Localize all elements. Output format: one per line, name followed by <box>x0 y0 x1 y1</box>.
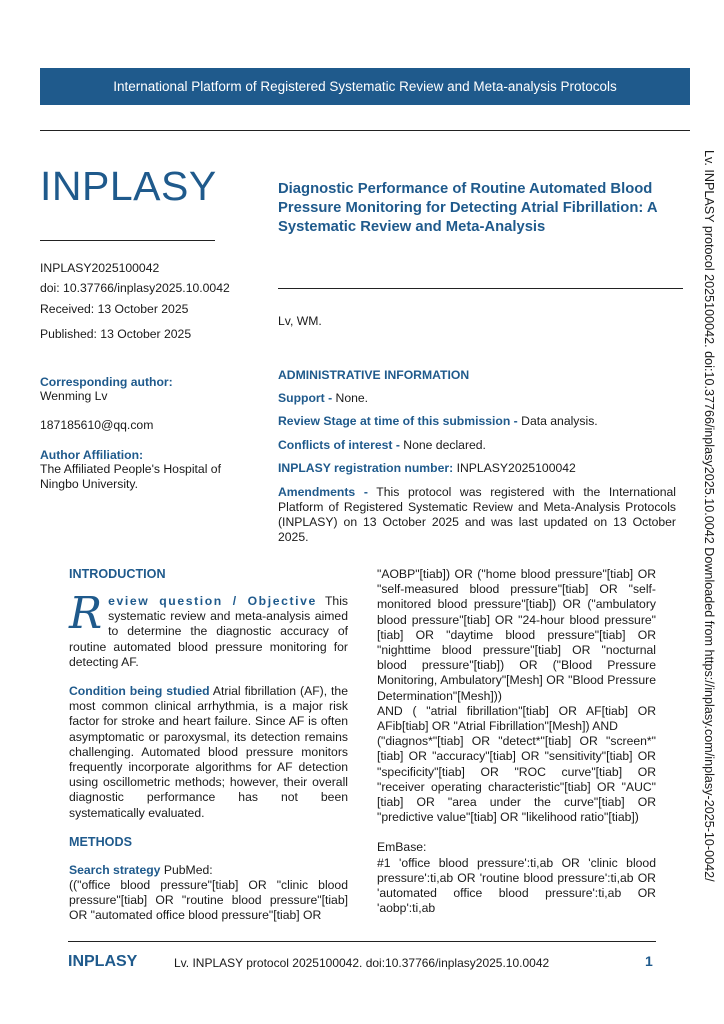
journal-banner: International Platform of Registered Systematic Review and Meta-analysis Protocols <box>40 68 690 105</box>
drop-cap: R <box>69 588 103 639</box>
review-question-label: eview question / Objective <box>108 594 317 608</box>
affiliation-text: The Affiliated People's Hospital of Ningbo University. <box>40 462 221 491</box>
pubmed-query-and-af: AND ( "atrial fibrillation"[tiab] OR AF[tiab] OR AFib[tiab] OR "Atrial Fibrillation"[Mesh]) AND <box>377 703 656 734</box>
side-citation-text: Lv. INPLASY protocol 2025100042. doi:10.37766/inplasy2025.10.0042 Downloaded from https://inplasy.com/inplasy-2025-10-0042/ <box>702 150 716 882</box>
header-divider <box>40 130 690 131</box>
left-column <box>69 567 348 924</box>
title-divider <box>278 288 683 289</box>
condition-text: Atrial fibrillation (AF), the most common clinical arrhythmia, is a major risk factor for stroke and heart failure. Since AF is often asymptomatic or paroxysmal, its detection remains challenging. Automated blood pressure monitors frequently incorporate algorithms for AF detection using oscillometric methods; however, their overall diagnostic performance has not been systematically evaluated. <box>69 684 348 820</box>
registration-id: INPLASY2025100042 <box>40 261 160 275</box>
admin-heading: ADMINISTRATIVE INFORMATION <box>278 368 470 382</box>
embase-query: #1 'office blood pressure':ti,ab OR 'clinic blood pressure':ti,ab OR 'routine blood pressure':ti,ab OR 'automated office blood pressure':ti,ab OR 'aobp':ti,ab <box>377 855 656 916</box>
methods-heading: METHODS <box>69 834 132 849</box>
published-date: Published: 13 October 2025 <box>40 327 192 341</box>
doi-link[interactable]: doi: 10.37766/inplasy2025.10.0042 <box>40 281 230 295</box>
review-stage-label: Review Stage at time of this submission - <box>278 414 518 428</box>
condition-paragraph <box>69 684 348 821</box>
corresponding-author-label: Corresponding author: <box>40 375 173 389</box>
received-date: Received: 13 October 2025 <box>40 302 189 316</box>
amendments-label: Amendments - <box>278 485 368 499</box>
review-stage-line <box>278 414 676 429</box>
registration-number-label: INPLASY registration number: <box>278 461 454 475</box>
registration-number-line <box>278 461 676 476</box>
pubmed-query-left: (("office blood pressure"[tiab] OR "clinic blood pressure"[tiab] OR "routine blood pressure"[tiab] OR "automated office blood pressure"[tiab] OR <box>69 878 348 923</box>
search-strategy-label: Search strategy <box>69 862 161 877</box>
amendments-paragraph <box>278 485 676 545</box>
corresponding-author-name: Wenming Lv <box>40 389 108 403</box>
search-strategy-intro: PubMed: <box>163 862 213 877</box>
embase-label: EmBase: <box>377 840 427 855</box>
registration-number-value: INPLASY2025100042 <box>456 461 576 475</box>
footer-logo: INPLASY <box>68 953 138 970</box>
support-value: None. <box>335 391 369 405</box>
article-title: Diagnostic Performance of Routine Automated Blood Pressure Monitoring for Detecting Atrial Fibrillation: A Systematic Review and Meta-Analysis <box>278 181 657 235</box>
support-label: Support - <box>278 391 333 405</box>
conflicts-line <box>278 438 676 453</box>
condition-label: Condition being studied <box>69 684 210 699</box>
conflicts-label: Conflicts of interest - <box>278 438 400 452</box>
page-number: 1 <box>645 953 653 969</box>
pubmed-query-right: "AOBP"[tiab]) OR ("home blood pressure"[tiab] OR "self-measured blood pressure"[tiab] OR "self-monitored blood pressure"[tiab]) OR ("ambulatory blood pressure"[tiab] OR "24-hour blood pressure"[tiab] OR "daytime blood pressure"[tiab] OR "nighttime blood pressure"[tiab] OR "nocturnal blood pressure"[tiab]) OR ("Blood Pressure Monitoring, Ambulatory"[Mesh] OR "Blood Pressure Determination"[Mesh])) <box>377 567 656 703</box>
pubmed-query-and-diagnostic: ("diagnos*"[tiab] OR "detect*"[tiab] OR "screen*"[tiab] OR "accuracy"[tiab] OR "sensitivity"[tiab] OR "specificity"[tiab] OR "ROC curve"[tiab] OR "receiver operating characteristic"[tiab] OR "AUC"[tiab] OR "area under the curve"[tiab] OR "predictive value"[tiab] OR "likelihood ratio"[tiab]) <box>377 734 656 825</box>
author-list: Lv, WM. <box>278 314 322 328</box>
logo-divider <box>40 240 215 241</box>
footer-divider <box>68 941 656 942</box>
review-question-text: This systematic review and meta-analysis aimed to determine the diagnostic accuracy of routine automated blood pressure monitoring for detecting AF. <box>69 594 348 669</box>
footer-citation: Lv. INPLASY protocol 2025100042. doi:10.37766/inplasy2025.10.0042 <box>174 956 550 970</box>
support-line <box>278 391 676 406</box>
inplasy-logo: INPLASY <box>40 163 217 209</box>
conflicts-value: None declared. <box>403 438 486 452</box>
introduction-heading: INTRODUCTION <box>69 567 166 581</box>
corresponding-email[interactable]: 187185610@qq.com <box>40 418 154 432</box>
affiliation-label: Author Affiliation: <box>40 448 144 462</box>
review-stage-value: Data analysis. <box>521 414 598 428</box>
amendments-text: This protocol was registered with the International Platform of Registered Systematic Review and Meta-Analysis Protocols (INPLASY) on 13 October 2025 and was last updated on 13 October 2025. <box>278 485 676 544</box>
search-strategy-paragraph <box>69 863 348 924</box>
side-citation <box>702 150 722 880</box>
review-question-paragraph <box>69 588 348 670</box>
right-column <box>377 567 656 916</box>
